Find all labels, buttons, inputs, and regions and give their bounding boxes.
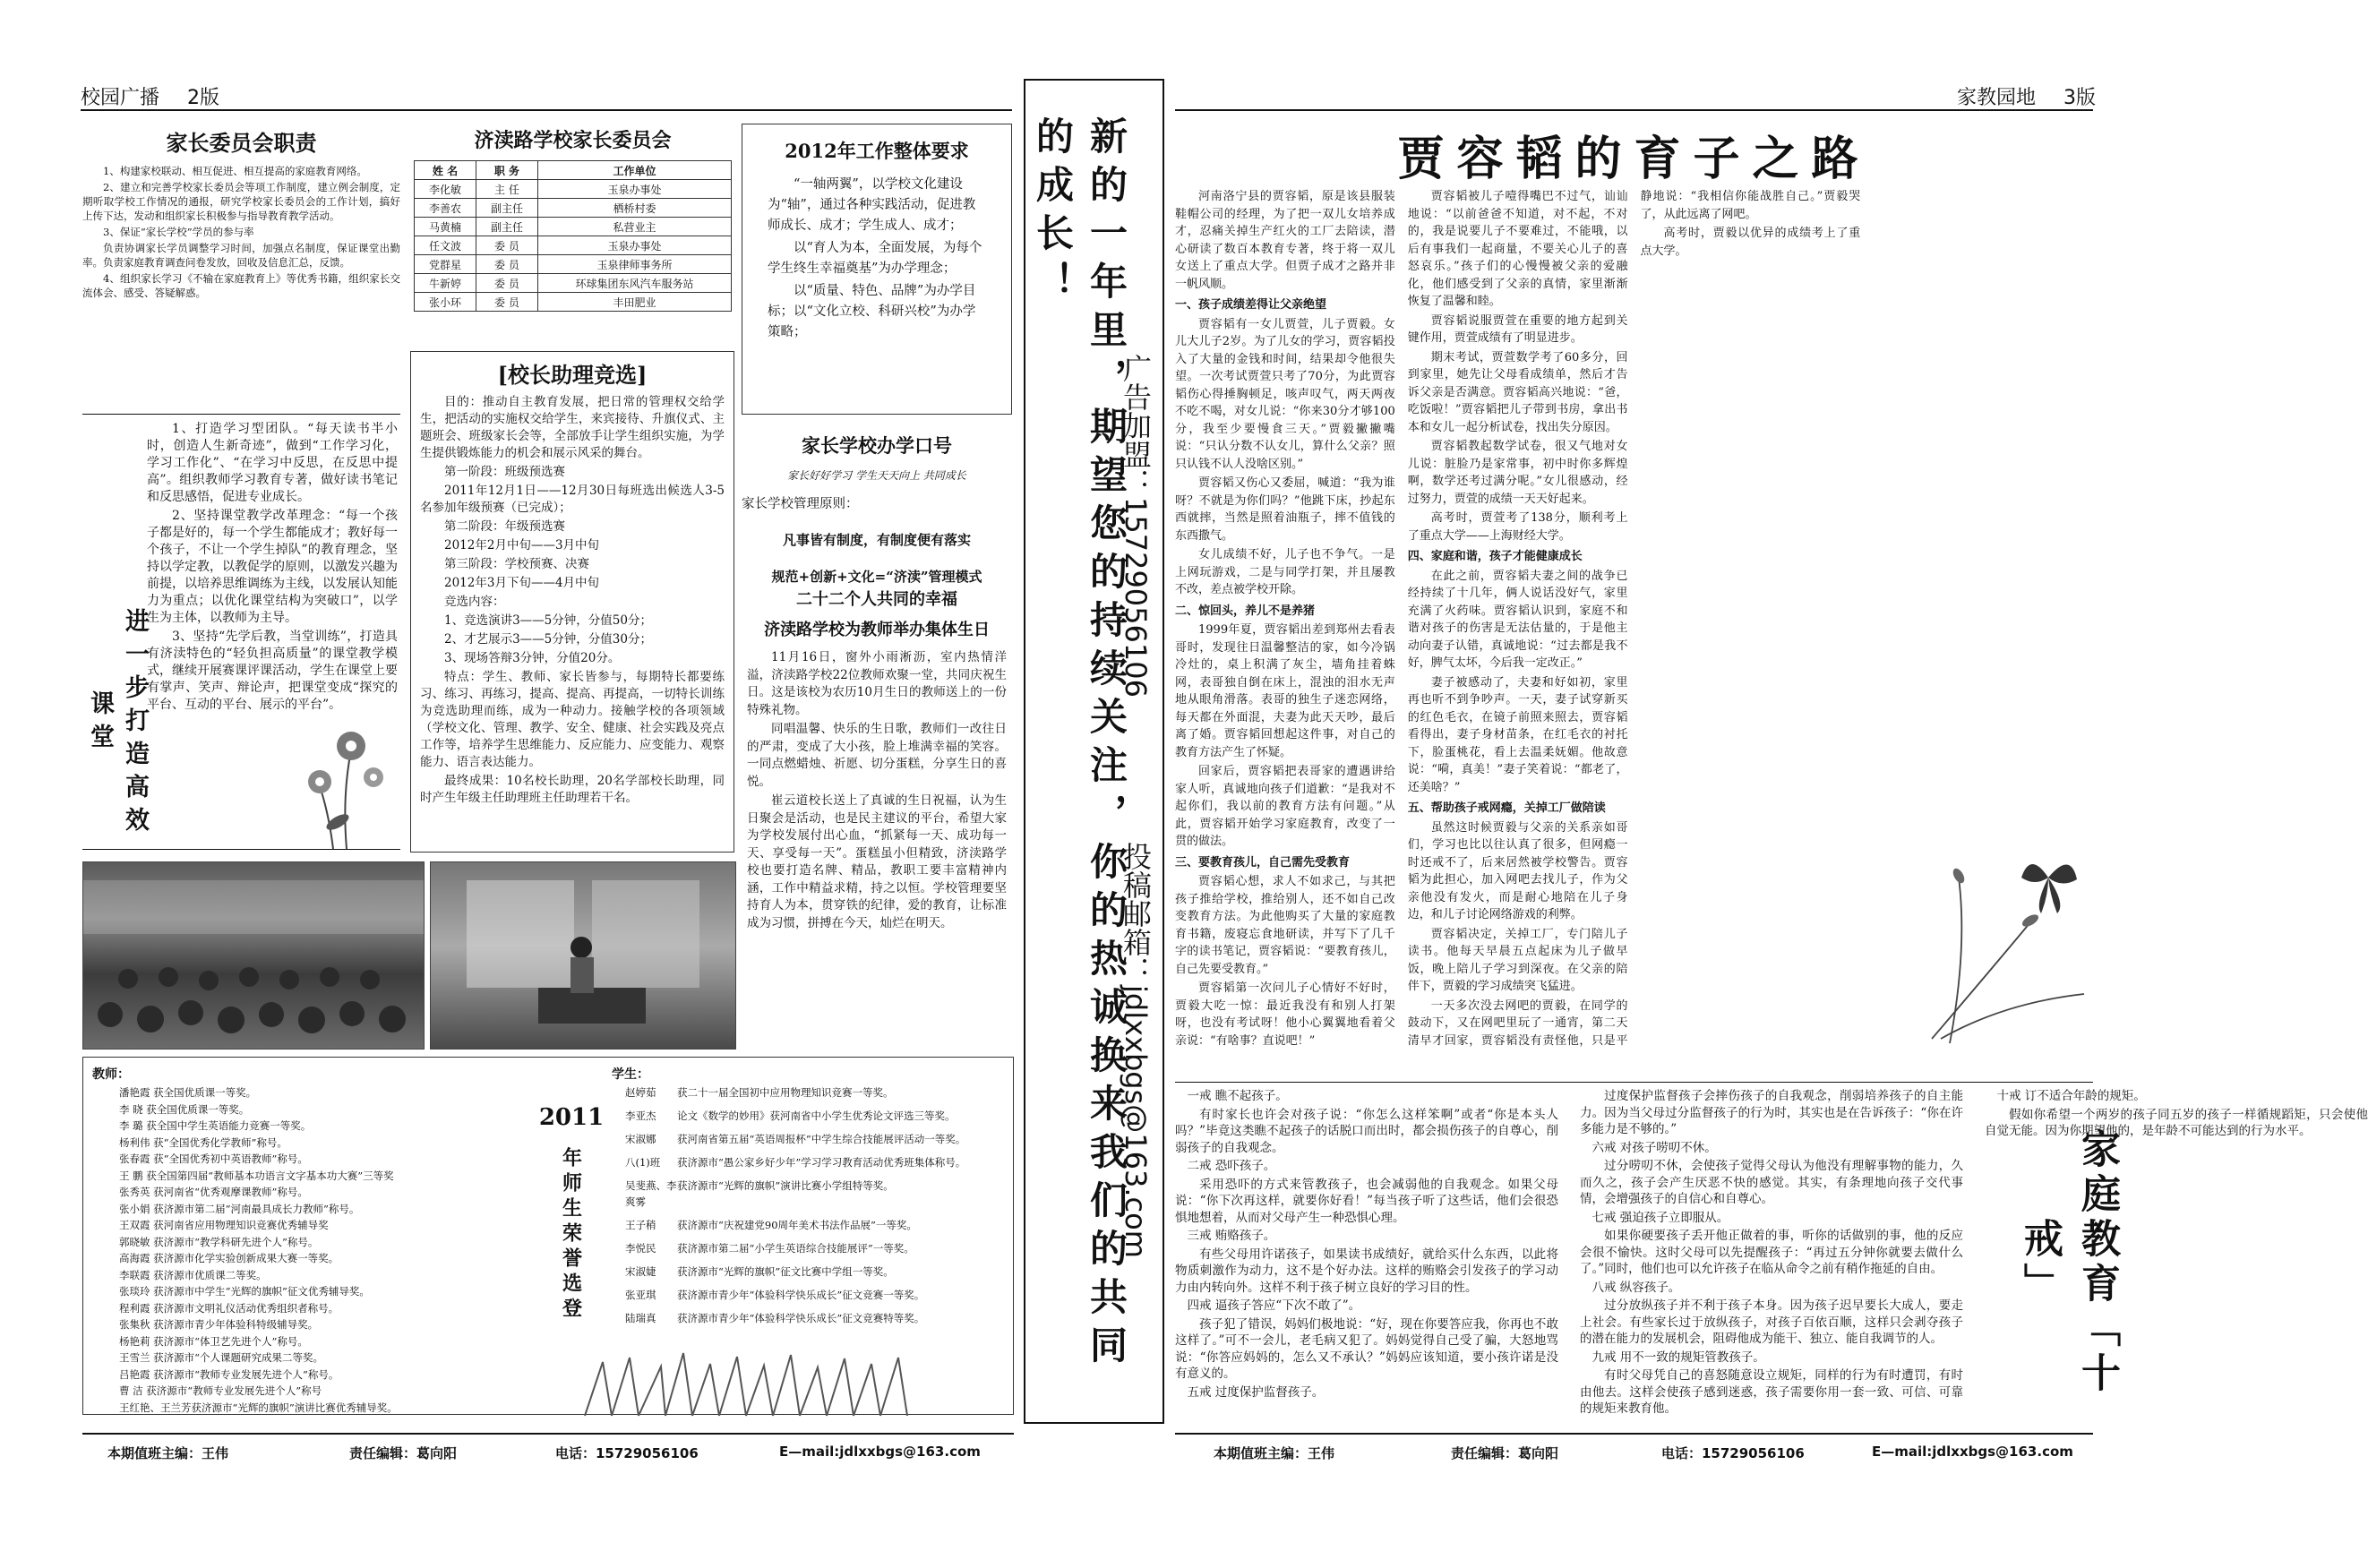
motto-section: [742, 423, 1012, 586]
plan-2012-title: 2012年工作整体要求: [785, 140, 969, 162]
article-paragraph: 高考时，贾萱考了138分，顺利考上了重点大学——上海财经大学。: [1407, 511, 1628, 543]
article-section-heading: 一、孩子成绩差得让父亲绝望: [1175, 298, 1327, 312]
teacher-honor-item: 王红艳、王兰芳获济源市“光辉的旗帜”演讲比赛优秀辅导奖。: [119, 1401, 398, 1414]
committee-table: [414, 160, 732, 312]
left-footer-rule: [82, 1433, 1014, 1435]
dont-heading: 八戒 纵容孩子。: [1592, 1280, 1681, 1295]
table-cell: 丰田肥业: [537, 293, 731, 312]
contest-paragraph: 3、现场答辩3分钟，分值20分。: [444, 651, 621, 665]
duty-item: 负责协调家长学员调整学习时间，加强点名制度，保证课堂出勤率。负责家庭教育调查问卷发放，回收及信息汇总，反馈。: [82, 242, 400, 269]
contest-paragraph: 2011年12月1日——12月30日每班选出候选人3-5名参加年级预赛（已完成）；: [420, 484, 725, 515]
student-name: 宋淑娜: [625, 1133, 656, 1145]
efficient-class-paragraph: 1、打造学习型团队。“每天读书半小时，创造人生新奇迹”，做到“工作学习化，学习工作化”、“在学习中反思，在反思中提高”。组织教师学习教育专著，做好读书笔记和反思感悟，促进专业成长。: [147, 422, 398, 504]
left-header-rule: [81, 109, 1012, 111]
management-mode: 规范+创新+文化=“济渎”管理模式: [771, 569, 982, 585]
article-paragraph: 回家后，贾容韬把表哥家的遭遇讲给家人听，真诚地向孩子们道歉：“是我对不起你们，我以前的教育方法有问题。”从此，贾容韬开始学习家庭教育，改变了一贯的做法。: [1175, 765, 1395, 848]
committee-table-section: [414, 125, 732, 312]
honors-badge-year: 2011: [538, 1104, 605, 1131]
left-section-name: 校园广播: [81, 87, 160, 109]
table-cell: 玉泉办事处: [537, 180, 731, 199]
table-cell: 主 任: [476, 180, 537, 199]
dont-paragraph: 如果你硬要孩子丢开他正做着的事，听你的话做别的事，他的反应会很不愉快。这时父母可以先提醒孩子：“再过五分钟你就要去做什么了。”同时，他们也可以允许孩子在临从命令之前有稍作拖延的自由。: [1580, 1229, 1963, 1276]
efficient-class-title: 进一步打造高效课堂: [86, 607, 149, 840]
committee-table-title: 济渎路学校家长委员会: [474, 129, 672, 152]
contest-paragraph: 第三阶段：学校预赛、决赛: [444, 557, 589, 571]
article-paragraph: 1999年夏，贾容韬出差到郑州去看表哥时，发现往日温馨整洁的家，如今冷锅冷灶的，桌上积满了灰尘，墙角挂着蛛网，表哥独自倒在床上，混浊的泪水无声地从眼角滑落。表哥的独生子迷恋网络，每天都在外面混，夫妻为此天天吵，最后离了婚。贾容韬回想起这件事，对自己的教育方法产生了怀疑。: [1175, 623, 1395, 759]
article-paragraph: 河南洛宁县的贾容韬，原是该县服装鞋帽公司的经理，为了把一双儿女培养成才，忍痛关掉生产红火的工厂去陪读，潜心研读了数百本教育专著，终于将一双儿女送上了重点大学。但贾子成才之路并非一帆风顺。: [1175, 190, 1395, 291]
middle-submit-email: 投稿邮箱：jdlxxbgs@163.com: [1119, 842, 1153, 1258]
dont-paragraph: 假如你希望一个两岁的孩子同五岁的孩子一样循规蹈矩，只会使他自觉无能。因为你期望他的，是年龄不可能达到的行为水平。: [1985, 1107, 2368, 1138]
dont-paragraph: 有时家长也许会对孩子说：“你怎么这样笨啊”或者“你是本头人吗？”毕竟这类瞧不起孩子的话脱口而出时，都会损伤孩子的自尊心，削弱孩子的自我观念。: [1175, 1107, 1558, 1155]
students-label: 学生：: [612, 1067, 649, 1082]
duty-item: 2、建立和完善学校家长委员会等项工作制度，建立例会制度，定期听取学校工作情况的通报，研究学校家长委员会的工作计划，搞好上传下达，发动和组织家长积极参与指导教育教学活动。: [82, 181, 400, 222]
dont-paragraph: 有时父母凭自己的喜怒随意设立规矩，同样的行为有时遭罚，有时由他去。这样会使孩子感到迷惑，孩子需要你用一套一致、可信、可靠的规矩来教育他。: [1580, 1368, 1963, 1416]
middle-ad-strip: [1024, 79, 1164, 1424]
student-honor-item: [625, 1084, 1006, 1101]
teacher-honor-item: 李 璐 获全国中学生英语能力竞赛一等奖。: [119, 1119, 312, 1132]
table-row: [415, 218, 732, 236]
birthday-title-1: 二十二个人共同的幸福: [796, 590, 957, 609]
dont-heading: 七戒 强迫孩子立即服从。: [1592, 1210, 1729, 1225]
teacher-honor-item: 王双霞 获河南省应用物理知识竞赛优秀辅导奖: [119, 1219, 329, 1231]
assistant-contest-title: [校长助理竞选]: [497, 362, 648, 388]
dont-paragraph: 有些父母用许诺孩子，如果读书成绩好，就给买什么东西，以此将物质刺激作为动力，这不是个好办法。这样的贿赂会引发孩子的学习动力由内转向外。这样不利于孩子树立良好的学习目的性。: [1175, 1247, 1558, 1295]
table-cell: 牛新婷: [415, 274, 476, 293]
article-paragraph: 贾容韬有一女儿贾萱，儿子贾毅。女儿大儿子2岁。为了儿女的学习，贾容韬投入了大量的金钱和时间，结果却令他很失望。一次考试贾萱只考了70分，为此贾容韬伤心得捶胸顿足，咳声叹气，两天两夜不吃不喝，对女儿说：“你来30分才够100分，我至少要慢食三天。”贾毅撇撇嘴说：“只认分数不认女儿，算什么父亲？照只认钱不认人没啥区别。”: [1175, 317, 1395, 471]
article-paragraph: 妻子被感动了，夫妻和好如初，家里再也听不到争吵声。一天，妻子试穿新买的红色毛衣，在镜子前照来照去，贾容韬看得出，妻子身材苗条，在红毛衣的衬托下，脸蛋桃花，看上去温柔妩媚。他故意说：“嗬，真美！”妻子笑着说：“都老了，还美啥？”: [1407, 675, 1628, 794]
table-cell: 玉泉办事处: [537, 236, 731, 255]
orchid-butterfly-illustration: [1923, 842, 2093, 1048]
student-honor-item: [625, 1240, 1006, 1256]
student-name: 王子稍: [625, 1219, 656, 1231]
right-section-name: 家教园地: [1957, 87, 2037, 109]
article-paragraph: 在此之前，贾容韬夫妻之间的战争已经持续了十几年，俩人说话没好气，家里充满了火药味。贾容韬认识到，家庭不和谐对孩子的伤害是无法估量的，于是他主动向妻子认错，真诚地说：“过去都是我不好，脾气太坏，今后我一定改正。”: [1407, 569, 1628, 670]
teacher-honor-item: 郭晓敏 获济源市“教学科研先进个人”称号。: [119, 1235, 319, 1248]
dont-heading: 一戒 瞧不起孩子。: [1187, 1089, 1288, 1103]
table-row: [415, 180, 732, 199]
contest-paragraph: 特点：学生、教师、家长皆参与，每期特长都要练习、练习、再练习，提高、提高、再提高，一切特长训练为竞选助理而练，成为一种动力。接触学校的各项领域（学校文化、管理、教学、安全、健康、社会实践及亮点工作等，培养学生思维能力、反应能力、应变能力、观察能力、语言表达能力。: [420, 670, 725, 769]
table-row: [415, 293, 732, 312]
committee-table-header-row: [415, 161, 732, 180]
student-award: 获济源市“光辉的旗帜”演讲比赛小学组特等奖。: [677, 1179, 894, 1192]
teachers-label: 教师：: [92, 1067, 130, 1082]
table-cell: 委 员: [476, 255, 537, 274]
teacher-honor-item: 张集秋 获济源市青少年体验科特级辅导奖。: [119, 1318, 319, 1331]
table-row: [415, 199, 732, 218]
duty-item: 3、保证“家长学校”学员的参与率: [103, 226, 254, 238]
article-paragraph: 女儿成绩不好，儿子也不争气。一是上网玩游戏，二是与同学打架，并且屡教不改，差点被学校开除。: [1175, 548, 1395, 596]
dont-heading: 二戒 恐吓孩子。: [1187, 1159, 1276, 1173]
grass-illustration: [585, 1353, 925, 1416]
table-cell: 私营业主: [537, 218, 731, 236]
teacher-honor-item: 李联霞 获济源市优质课二等奖。: [119, 1268, 267, 1281]
assistant-contest-body: [411, 394, 734, 807]
committee-table-header-cell: 工作单位: [537, 161, 731, 180]
birthday-title-2: 济渎路学校为教师举办集体生日: [764, 621, 990, 639]
honors-badge-text: 年师生荣誉选登: [559, 1147, 583, 1323]
birthday-paragraph: 崔云道校长送上了真诚的生日祝福，认为生日聚会是活动，也是民主建议的平台，希望大家为学校发展付出心血，“抓紧每一天、成功每一天、享受每一天”。蛋糕虽小但精致，济渎路学校也要打造名牌、精品，教职工要丰富精神内涵，工作中精益求精，持之以恒。学校管理要坚持育人为本，贯穿铁的纪律，爱的教育，让标准成为习惯，拼搏在今天，灿烂在明天。: [747, 793, 1007, 930]
dont-heading: 五戒 过度保护监督孩子。: [1187, 1384, 1325, 1400]
student-speech-photo: [430, 861, 736, 1050]
contest-paragraph: 2012年3月下旬——4月中旬: [444, 576, 600, 590]
student-name: 吴斐燕、李爽雾: [625, 1179, 677, 1208]
plan-paragraph: 以“质量、特色、品牌”为办学目标；以“文化立校、科研兴校”为办学策略；: [768, 284, 976, 339]
article-paragraph: 贾容韬又伤心又委屈，喊道：“我为谁呀？不就是为你们吗？”他跳下床，抄起东西就摔，当然是照着油瓶子，摔不值钱的东西撒气。: [1175, 476, 1395, 543]
article-section-heading: 五、帮助孩子戒网瘾，关掉工厂做陪读: [1407, 801, 1606, 815]
student-award: 获济源市“光辉的旗帜”征文比赛中学组一等奖。: [677, 1265, 894, 1278]
left-footer-email: E—mail:jdlxxbgs@163.com: [779, 1444, 981, 1460]
student-award: 获河南省第五届“英语周报杯”中学生综合技能展评活动一等奖。: [677, 1133, 966, 1145]
student-award: 获济源市第二届“小学生英语综合技能展评”一等奖。: [677, 1242, 914, 1255]
right-footer-email: E—mail:jdlxxbgs@163.com: [1872, 1444, 2073, 1460]
article-paragraph: 高考时，贾毅以优异的成绩考上了重点大学。: [1640, 227, 1861, 258]
table-cell: 委 员: [476, 274, 537, 293]
committee-duties-body: [82, 164, 400, 300]
right-footer-phone: 电话：15729056106: [1661, 1445, 1805, 1461]
article-paragraph: 贾容韬决定，关掉工厂，专门陪儿子读书。他每天早晨五点起床为儿子做早饭，晚上陪儿子学习到深夜。在父亲的陪伴下，贾毅的学习成绩突飞猛进。: [1407, 927, 1628, 993]
teacher-honor-item: 吕艳霞 获济源市“教师专业发展先进个人”称号。: [119, 1367, 339, 1381]
students-assembly-photo: [82, 861, 425, 1050]
plan-2012-body: [742, 175, 1011, 343]
dont-paragraph: 过分唠叨不休，会使孩子觉得父母认为他没有理解事物的能力，久而久之，孩子会产生厌恶不快的感觉。其实，有条理地向孩子交代事情，会增强孩子的自信心和自尊心。: [1580, 1159, 1963, 1206]
student-honor-item: [625, 1310, 1006, 1326]
student-honor-item: [625, 1217, 1006, 1233]
left-edition: 2版: [187, 87, 220, 109]
student-name: 李悦民: [625, 1242, 656, 1255]
motto-slogan: 家长好好学习 学生天天向上 共同成长: [787, 469, 966, 482]
contest-paragraph: 1、竞选演讲3——5分钟，分值50分；: [444, 613, 652, 628]
article-paragraph: 期末考试，贾萱数学考了60多分，回到家里，她先让父母看成绩单，然后才告诉父亲是否满意。贾容韬高兴地说：“爸，吃饭啦！”贾容韬把儿子带到书房，拿出书本和女儿一起分析试卷，找出失分原因。: [1407, 350, 1628, 434]
ten-donts-top-rule: [1175, 1082, 2093, 1083]
student-honor-item: [625, 1108, 1006, 1124]
middle-slogan: 新的一年里，期望您的持续关注，你的热诚换来我们的共同的成长！: [1031, 116, 1128, 1374]
article-paragraph: 虽然这时候贾毅与父亲的关系亲如哥们，学习也比以往认真了很多，但网瘾一时还戒不了，后来居然被学校警告。贾容韬为此担心，加入网吧去找儿子，作为父亲他没有发火，而是耐心地陪在儿子身边，和儿子讨论网络游戏的利弊。: [1407, 820, 1628, 921]
teacher-honor-item: 张琰玲 获济源市中学生“光辉的旗帜”征文优秀辅导奖。: [119, 1285, 370, 1298]
article-paragraph: 贾容韬心想，求人不如求己，与其把孩子推给学校，推给别人，还不如自己改变教育方法。为此他购买了大量的家庭教育书籍，废寝忘食地研读，并写下了几千字的读书笔记，贾容韬说：“要教育孩儿，自己先要受教育。”: [1175, 875, 1395, 976]
contest-paragraph: 第一阶段：班级预选赛: [444, 465, 565, 479]
birthday-section: [742, 587, 1012, 934]
teacher-honor-item: 程利霞 获济源市文明礼仪活动优秀组织者称号。: [119, 1301, 339, 1315]
student-award: 论文《数学的妙用》获河南省中小学生优秀论文评选三等奖。: [677, 1110, 956, 1122]
table-cell: 张小环: [415, 293, 476, 312]
student-name: 宋淑婕: [625, 1265, 656, 1278]
teacher-honor-item: 王 鹏 获全国第四届“教师基本功语言文字基本功大赛”三等奖: [119, 1169, 394, 1182]
honors-badge: [531, 1104, 612, 1333]
flower-illustration: [297, 715, 396, 849]
dont-paragraph: 过分放纵孩子并不利于孩子本身。因为孩子迟早要长大成人，要走上社会。有些家长过于放纵孩子，对孩子百依百顺，这样只会剥夺孩子的潜在能力的发展机会，阻碍他成为能干、独立、能自我调节的人。: [1580, 1298, 1963, 1346]
student-award: 获济源市青少年“体验科学快乐成长”征文竞赛一等奖。: [677, 1289, 925, 1301]
dont-heading: 十戒 订不适合年龄的规矩。: [1996, 1089, 2146, 1103]
table-row: [415, 236, 732, 255]
duties-bottom-rule: [82, 414, 400, 415]
teacher-honor-item: 李 晓 获全国优质课一等奖。: [119, 1102, 250, 1116]
article-paragraph: 一天多次没去网吧的贾毅，在同学的鼓动下，又在网吧里玩了一通宵，第二天清早才回家，贾容韬没有责怪他，只是平静地说：“我相信你能战胜自己。”贾毅哭了，从此远离了网吧。: [1407, 190, 1861, 1048]
table-cell: 党群星: [415, 255, 476, 274]
middle-ad: 广告加盟：15729056106: [1119, 354, 1153, 698]
student-award: 获济源市“愚公家乡好少年”学习学习教育活动优秀班集体称号。: [677, 1156, 966, 1169]
birthday-body: [742, 649, 1012, 932]
right-footer-responsible: 责任编辑：葛向阳: [1451, 1445, 1559, 1461]
dont-paragraph: 孩子犯了错误，妈妈们极地说：“好，现在你要答应我，你再也不敢这样了。”可不一会儿，老毛病又犯了。妈妈觉得自己受了骗，大怒地骂说：“你答应妈妈的，怎么又不承认？”妈妈应该知道，要小孩许诺是没有意义的。: [1175, 1316, 1558, 1381]
left-page-header: [81, 82, 219, 110]
student-name: 八(1)班: [625, 1156, 661, 1169]
teacher-honor-item: 杨艳莉 获济源市“体卫艺先进个人”称号。: [119, 1334, 308, 1348]
efficient-class-section: [82, 419, 400, 849]
teacher-honor-item: 张春霞 获“全国优秀初中英语教师”称号。: [119, 1152, 308, 1165]
teacher-honor-item: 张秀英 获河南省“优秀观摩课教师”称号。: [119, 1186, 308, 1198]
student-award: 获二十一届全国初中应用物理知识竞赛一等奖。: [677, 1086, 894, 1099]
honors-box: [82, 1057, 1014, 1415]
left-footer-phone: 电话：15729056106: [555, 1445, 699, 1461]
teacher-honor-item: 曹 洁 获济源市“教师专业发展先进个人”称号: [119, 1384, 322, 1397]
left-footer-responsible: 责任编辑：葛向阳: [349, 1445, 458, 1461]
committee-duties-section: [82, 125, 400, 302]
student-name: 赵婷茹: [625, 1086, 656, 1099]
dont-heading: 九戒 用不一致的规矩管教孩子。: [1592, 1350, 1765, 1365]
article-paragraph: 贾容韬教起数学试卷，很又气地对女儿说：脏脸乃是家常事，初中时你多辉煌啊，数学还考过满分呢。”女儿很感动，经过努力，贾萱的成绩一天天好起来。: [1407, 440, 1628, 506]
birthday-paragraph: 同唱温馨、快乐的生日歌，教师们一改往日的严肃，变成了大小孩，脸上堆满幸福的笑容。一同点燃蜡烛、祈愿、切分蛋糕，分享生日的喜悦。: [747, 722, 1007, 789]
student-honor-item: [625, 1178, 1006, 1210]
teacher-honor-item: 高海霞 获济源市化学实验创新成果大赛一等奖。: [119, 1252, 339, 1264]
table-cell: 委 员: [476, 293, 537, 312]
right-header-rule: [1175, 109, 2093, 111]
dont-heading: 四戒 逼孩子答应“下次不敢了”。: [1187, 1298, 1361, 1313]
student-name: 张亚琪: [625, 1289, 656, 1301]
article-paragraph: 贾容韬说服贾萱在重要的地方起到关键作用，贾萱成绩有了明显进步。: [1407, 313, 1628, 345]
contest-paragraph: 竞选内容：: [444, 595, 505, 609]
student-name: 陆瑞真: [625, 1312, 656, 1324]
management-principle: 凡事皆有制度，有制度便有落实: [782, 532, 971, 548]
management-title: 家长学校管理原则：: [742, 497, 859, 511]
student-honor-item: [625, 1264, 1006, 1280]
table-cell: 委 员: [476, 236, 537, 255]
contest-paragraph: 目的：推动自主教育发展，把日常的管理权交给学生，把活动的实施权交给学生，来宾接待、升旗仪式、主题班会、班级家长会等，全部放手让学生组织实施，为学生提供锻炼能力的机会和展示风采的舞台。: [420, 395, 725, 460]
table-cell: 副主任: [476, 218, 537, 236]
right-footer-editor: 本期值班主编：王伟: [1214, 1445, 1335, 1461]
teacher-honor-item: 潘艳霞 获全国优质课一等奖。: [119, 1086, 257, 1099]
table-cell: 任文波: [415, 236, 476, 255]
efficient-class-paragraph: 2、坚持课堂教学改革理念：“每一个孩子都是好的，每一个学生都能成才；教好每一个孩子，不让一个学生掉队”的教育理念，坚持以学定教，以教促学的原则，以激发兴趣为前提，以培养思维调练为主线，以发展认知能力为重点；以优化课堂结构为突破口”，以学生为主体，以教师为主导。: [147, 509, 398, 625]
table-cell: 栖桥村委: [537, 199, 731, 218]
student-award: 获济源市青少年“体验科学快乐成长”征文竞赛特等奖。: [677, 1312, 925, 1324]
article-body-container: [1175, 188, 2093, 1084]
dont-paragraph: 过度保护监督孩子会摔伤孩子的自我观念，削弱培养孩子的自主能力。因为当父母过分监督孩子的行为时，其实也是在告诉孩子：“你在许多能力是不够的。”: [1580, 1089, 1963, 1136]
students-honor-list: [625, 1084, 1006, 1333]
table-cell: 玉泉律师事务所: [537, 255, 731, 274]
teacher-honor-item: 张小娟 获济源市第二届“河南最具成长力教师”称号。: [119, 1202, 360, 1215]
student-name: 李亚杰: [625, 1110, 656, 1122]
article-paragraph: 贾容韬第一次问儿子心情好不好时，贾毅大吃一惊：最近我没有和别人打架呀，也没有考试呀！他小心翼翼地看着父亲说：“有啥事？直说吧！”: [1175, 981, 1395, 1048]
right-footer-rule: [1175, 1433, 2093, 1435]
table-cell: 李化敏: [415, 180, 476, 199]
birthday-paragraph: 11月16日，窗外小雨淅沥，室内热情洋溢，济渎路学校22位教师欢聚一堂，共同庆祝生日。这是该校为农历10月生日的教师送上的一份特殊礼物。: [747, 650, 1007, 717]
article-paragraph: 贾容韬被儿子噎得嘴巴不过气，讪讪地说：“以前爸爸不知道，对不起，不对的，我是说要儿子不要难过，不能哦，以后有事我们一起商量，不要关心儿子的喜怒哀乐。”孩子们的心慢慢被父亲的爱融化，他们感受到了父亲的真情，家里渐渐恢复了温馨和睦。: [1407, 190, 1628, 308]
motto-title: 家长学校办学口号: [802, 434, 952, 457]
contest-paragraph: 2、才艺展示3——5分钟，分值30分；: [444, 632, 652, 647]
right-page-header: [1957, 82, 2096, 110]
contest-paragraph: 最终成果：10名校长助理，20名学部校长助理，同时产生年级主任助理班主任助理若干名。: [420, 774, 725, 805]
teachers-honor-list: [119, 1084, 567, 1416]
table-cell: 环球集团东风汽车服务站: [537, 274, 731, 293]
teacher-honor-item: 王雪兰 获济源市“个人课题研究成果二等奖。: [119, 1351, 324, 1364]
student-honor-item: [625, 1154, 1006, 1170]
student-honor-item: [625, 1287, 1006, 1303]
contest-paragraph: 第二阶段：年级预选赛: [444, 519, 565, 534]
article-section-heading: 三、要教育孩儿，自己需先受教育: [1175, 855, 1351, 870]
committee-table-header-cell: 姓 名: [415, 161, 476, 180]
assistant-contest-box: [410, 351, 734, 853]
efficient-bottom-rule: [82, 849, 400, 850]
table-row: [415, 255, 732, 274]
plan-2012-box: [742, 124, 1012, 415]
efficient-class-body: [147, 421, 398, 715]
ten-donts-title: 家庭教育「十戒」: [2017, 1128, 2120, 1397]
article-main-title: 贾容韬的育子之路: [1397, 132, 1871, 186]
duty-item: 1、构建家校联动、相互促进、相互提高的家庭教育网络。: [103, 165, 367, 177]
article-section-heading: 二、惊回头，养儿不是养猪: [1175, 604, 1316, 618]
student-honor-item: [625, 1131, 1006, 1147]
dont-paragraph: 采用恐吓的方式来管教孩子，也会减弱他的自我观念。如果父母说：“你下次再这样，就要你好看！”每当孩子听了这些话，他们会很恐惧地想着，从而对父母产生一种恐惧心理。: [1175, 1177, 1558, 1225]
right-edition: 3版: [2063, 87, 2097, 109]
efficient-class-paragraph: 3、坚持“先学后教，当堂训练”，打造具有济渎特色的“轻负担高质量”的课堂教学模式，继续开展赛课评课活动，学生在课堂上要有掌声、笑声、辩论声，把课堂变成“探究的平台、互动的平台、展示的平台”。: [147, 630, 398, 712]
plan-paragraph: 以“育人为本，全面发展，为每个学生终生幸福奠基”为办学理念；: [768, 241, 982, 276]
plan-paragraph: “一轴两翼”，以学校文化建设为“轴”，通过各种实践活动，促进教师成长、成才；学生成人、成才；: [768, 177, 976, 233]
left-footer-editor: 本期值班主编：王伟: [107, 1445, 229, 1461]
committee-table-header-cell: 职 务: [476, 161, 537, 180]
student-award: 获济源市“庆祝建党90周年美术书法作品展”一等奖。: [677, 1219, 917, 1231]
contest-paragraph: 2012年2月中旬——3月中旬: [444, 538, 600, 553]
table-row: [415, 274, 732, 293]
table-cell: 李善农: [415, 199, 476, 218]
teacher-honor-item: 杨利伟 获“全国优秀化学教师”称号。: [119, 1135, 287, 1149]
committee-duties-title: 家长委员会职责: [166, 130, 317, 156]
dont-heading: 三戒 贿赂孩子。: [1187, 1229, 1276, 1243]
table-cell: 副主任: [476, 199, 537, 218]
dont-heading: 六戒 对孩子唠叨不休。: [1592, 1140, 1717, 1155]
duty-item: 4、组织家长学习《不输在家庭教育上》等优秀书籍，组织家长交流体会、感受、答疑解惑。: [82, 272, 400, 299]
table-cell: 马黄楠: [415, 218, 476, 236]
article-section-heading: 四、家庭和谐，孩子才能健康成长: [1407, 550, 1583, 563]
